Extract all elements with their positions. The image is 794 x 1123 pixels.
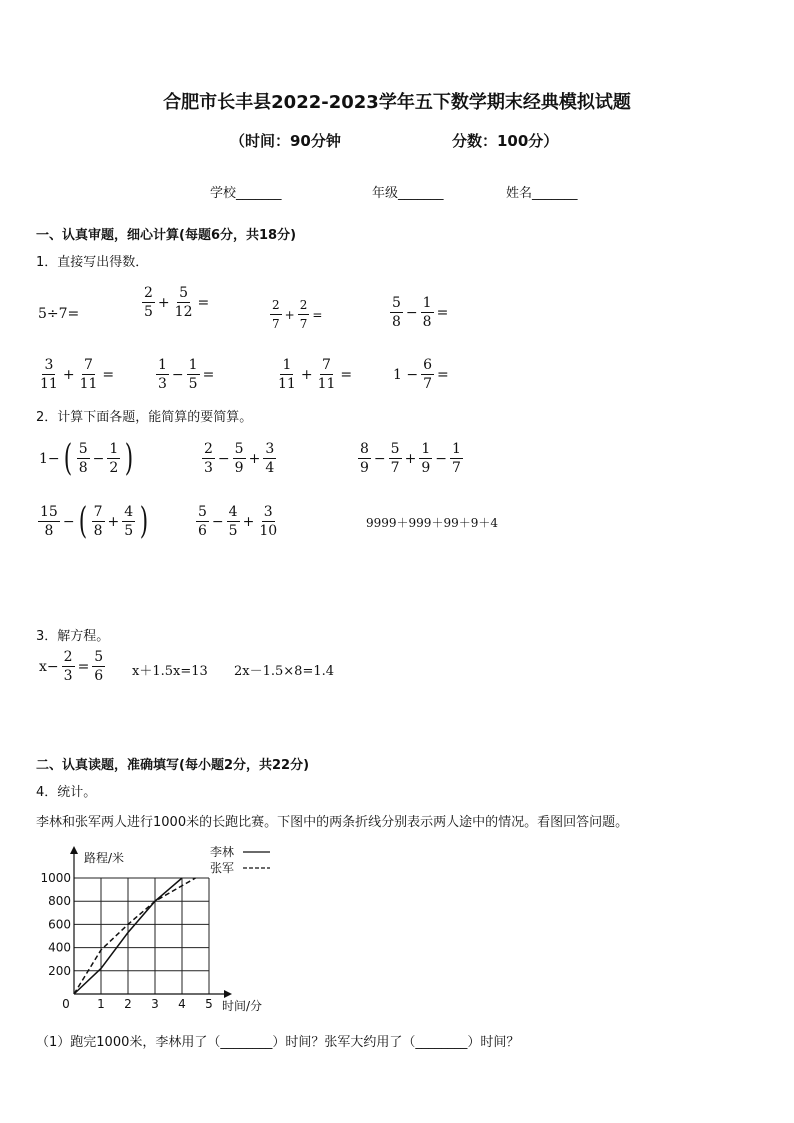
x-tick-label-1: 1 <box>97 997 105 1011</box>
q1-expr-6: $\frac{1}{3}$ − $\frac{1}{5}$ = <box>158 357 215 392</box>
q1-expr-1: 5÷7= <box>38 306 80 322</box>
q3-equation-2: x＋1.5x=13 <box>132 664 208 679</box>
q2-calc-1: 1− ( $\frac{5}{8}$ − $\frac{1}{2}$ ) <box>39 437 134 479</box>
q4-description: 李林和张军两人进行1000米的长跑比赛。下图中的两条折线分别表示两人途中的情况。看图回答问题。 <box>36 815 629 830</box>
q3-equation-3: 2x－1.5×8=1.4 <box>234 664 335 679</box>
chart-series <box>74 878 196 994</box>
section-2-heading: 二、认真读题，准确填写(每小题2分，共22分) <box>36 758 310 773</box>
x-tick-label-2: 2 <box>124 997 132 1011</box>
q1-expr-3: $\frac{2}{7}$ + $\frac{2}{7}$ = <box>272 298 323 331</box>
x-axis-arrow <box>224 990 232 998</box>
exam-time: （时间：90分钟 <box>230 132 341 150</box>
x-axis-label: 时间/分 <box>222 999 263 1013</box>
q4-sub-question-1: （1）跑完1000米，李林用了（________）时间？张军大约用了（________）时间？ <box>36 1035 520 1050</box>
q1-expr-7: $\frac{1}{11}$ + $\frac{7}{11}$ = <box>278 357 353 392</box>
q2-calc-6: 9999＋999＋99＋9＋4 <box>366 516 498 530</box>
q2-calc-5: $\frac{5}{6}$ − $\frac{4}{5}$ + $\frac{3}{10}$ <box>198 504 278 539</box>
page-title: 合肥市长丰县2022-2023学年五下数学期末经典模拟试题 <box>163 92 631 113</box>
q2-calc-3: $\frac{8}{9}$ − $\frac{5}{7}$ + $\frac{1}{9}$ − $\frac{1}{7}$ <box>360 441 461 476</box>
y-axis-label: 路程/米 <box>84 851 125 865</box>
y-tick-label-800: 800 <box>48 894 71 909</box>
section-1-heading: 一、认真审题，细心计算(每题6分，共18分) <box>36 228 297 243</box>
q1-prompt: 1．直接写出得数． <box>36 255 149 270</box>
q1-expr-5: $\frac{3}{11}$ + $\frac{7}{11}$ = <box>40 357 115 392</box>
y-axis-arrow <box>70 846 78 854</box>
q1-expr-4: $\frac{5}{8}$ − $\frac{1}{8}$ = <box>392 295 449 330</box>
q2-calc-4: $\frac{15}{8}$ − ( $\frac{7}{8}$ + $\frac{4}{5}$ ) <box>40 500 149 542</box>
q2-calc-2: $\frac{2}{3}$ − $\frac{5}{9}$ + $\frac{3}{4}$ <box>204 441 275 476</box>
q1-expr-2: $\frac{2}{5}$ + $\frac{5}{12}$ = <box>144 285 210 320</box>
name-field[interactable]: 姓名_______ <box>506 186 578 201</box>
x-tick-label-4: 4 <box>178 997 186 1011</box>
q1-expr-8: 1 − $\frac{6}{7}$ = <box>393 357 449 392</box>
chart-legend <box>210 844 270 875</box>
x-tick-label-0: 0 <box>62 997 70 1011</box>
distance-time-chart <box>30 838 290 1018</box>
y-tick-label-1000: 1000 <box>40 871 71 885</box>
x-tick-label-5: 5 <box>205 997 213 1011</box>
grade-field[interactable]: 年级_______ <box>372 186 444 201</box>
q4-prompt: 4．统计。 <box>36 785 97 800</box>
exam-score: 分数：100分） <box>452 132 559 150</box>
q3-prompt: 3．解方程。 <box>36 629 110 644</box>
legend-label-1: 李林 <box>210 845 235 859</box>
legend-label-2: 张军 <box>210 861 235 875</box>
school-field[interactable]: 学校_______ <box>210 186 282 201</box>
q2-prompt: 2．计算下面各题，能简算的要简算。 <box>36 410 253 425</box>
chart-grid <box>74 878 209 994</box>
x-tick-label-3: 3 <box>151 997 159 1011</box>
y-tick-label-200: 200 <box>48 963 71 978</box>
y-tick-label-400: 400 <box>48 940 71 955</box>
y-tick-label-600: 600 <box>48 917 71 932</box>
q3-equation-1: x− $\frac{2}{3}$ = $\frac{5}{6}$ <box>39 649 104 684</box>
